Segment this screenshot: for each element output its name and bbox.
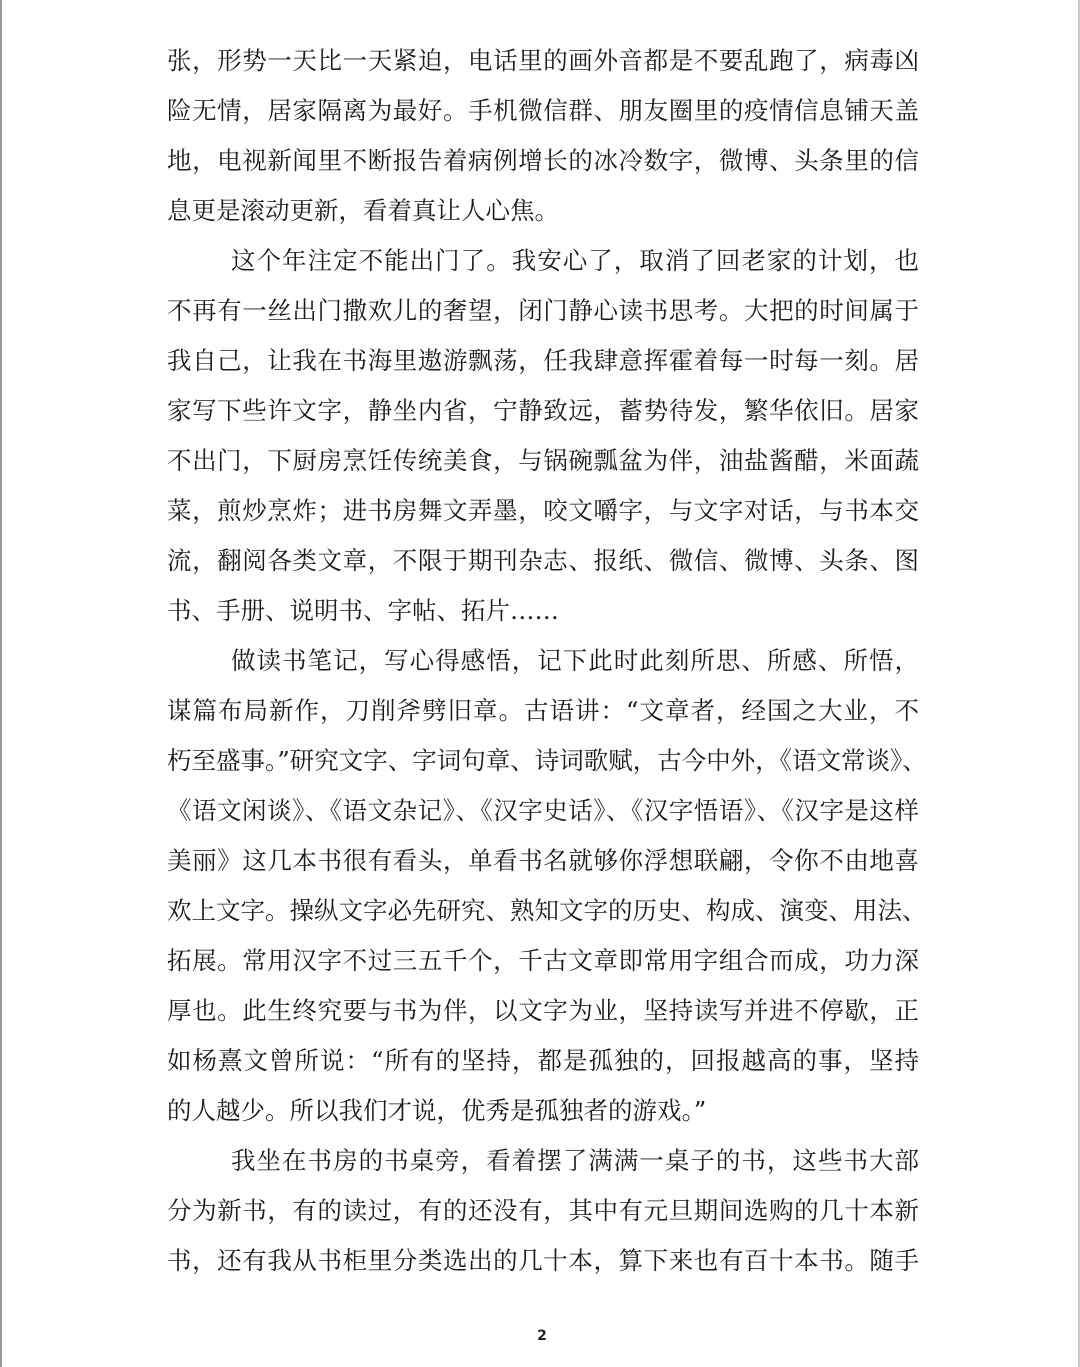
body-text bbox=[167, 36, 927, 1286]
text-line: 地，电视新闻里不断报告着病例增长的冰冷数字，微博、头条里的信 bbox=[167, 146, 919, 175]
text-line: 息更是滚动更新，看着真让人心焦。 bbox=[167, 196, 559, 225]
text-line: 欢上文字。操纵文字必先研究、熟知文字的历史、构成、演变、用法、 bbox=[167, 896, 927, 925]
text-line: 拓展。常用汉字不过三五千个，千古文章即常用字组合而成，功力深 bbox=[167, 946, 919, 975]
text-line: 险无情，居家隔离为最好。手机微信群、朋友圈里的疫情信息铺天盖 bbox=[167, 96, 919, 125]
text-line: 我坐在书房的书桌旁，看着摆了满满一桌子的书，这些书大部 bbox=[231, 1146, 919, 1175]
text-line: 厚也。此生终究要与书为伴，以文字为业，坚持读写并进不停歇，正 bbox=[167, 996, 919, 1025]
text-line: 家写下些许文字，静坐内省，宁静致远，蓄势待发，繁华依旧。居家 bbox=[167, 396, 919, 425]
text-line: 分为新书，有的读过，有的还没有，其中有元旦期间选购的几十本新 bbox=[167, 1196, 919, 1225]
text-line: 如杨熹文曾所说：“所有的坚持，都是孤独的，回报越高的事，坚持 bbox=[167, 1046, 919, 1075]
text-line: 美丽》这几本书很有看头，单看书名就够你浮想联翩，令你不由地喜 bbox=[167, 846, 919, 875]
paragraph bbox=[167, 1136, 919, 1286]
text-line: 的人越少。所以我们才说，优秀是孤独者的游戏。” bbox=[167, 1096, 707, 1125]
paragraph bbox=[167, 36, 919, 236]
text-line: 张，形势一天比一天紧迫，电话里的画外音都是不要乱跑了，病毒凶 bbox=[167, 46, 919, 75]
text-line: 这个年注定不能出门了。我安心了，取消了回老家的计划，也 bbox=[231, 246, 919, 275]
paragraph bbox=[167, 236, 919, 636]
text-line: 做读书笔记，写心得感悟，记下此时此刻所思、所感、所悟， bbox=[231, 646, 919, 675]
text-line: 流，翻阅各类文章，不限于期刊杂志、报纸、微信、微博、头条、图 bbox=[167, 546, 919, 575]
text-line: 朽至盛事。”研究文字、字词句章、诗词歌赋，古今中外，《语文常谈》、 bbox=[167, 746, 927, 775]
text-line: 不再有一丝出门撒欢儿的奢望，闭门静心读书思考。大把的时间属于 bbox=[167, 296, 919, 325]
text-line: 我自己，让我在书海里遨游飘荡，任我肆意挥霍着每一时每一刻。居 bbox=[167, 346, 919, 375]
paragraph bbox=[167, 636, 927, 1136]
text-line: 书，还有我从书柜里分类选出的几十本，算下来也有百十本书。随手 bbox=[167, 1246, 919, 1275]
text-line: 菜，煎炒烹炸；进书房舞文弄墨，咬文嚼字，与文字对话，与书本交 bbox=[167, 496, 919, 525]
text-line: 谋篇布局新作，刀削斧劈旧章。古语讲：“文章者，经国之大业，不 bbox=[167, 696, 919, 725]
page-number: 2 bbox=[537, 1328, 547, 1344]
text-line: 《语文闲谈》、《语文杂记》、《汉字史话》、《汉字悟语》、《汉字是这样 bbox=[167, 796, 919, 825]
text-line: 书、手册、说明书、字帖、拓片…… bbox=[167, 596, 559, 625]
text-line: 不出门，下厨房烹饪传统美食，与锅碗瓢盆为伴，油盐酱醋，米面蔬 bbox=[167, 446, 919, 475]
